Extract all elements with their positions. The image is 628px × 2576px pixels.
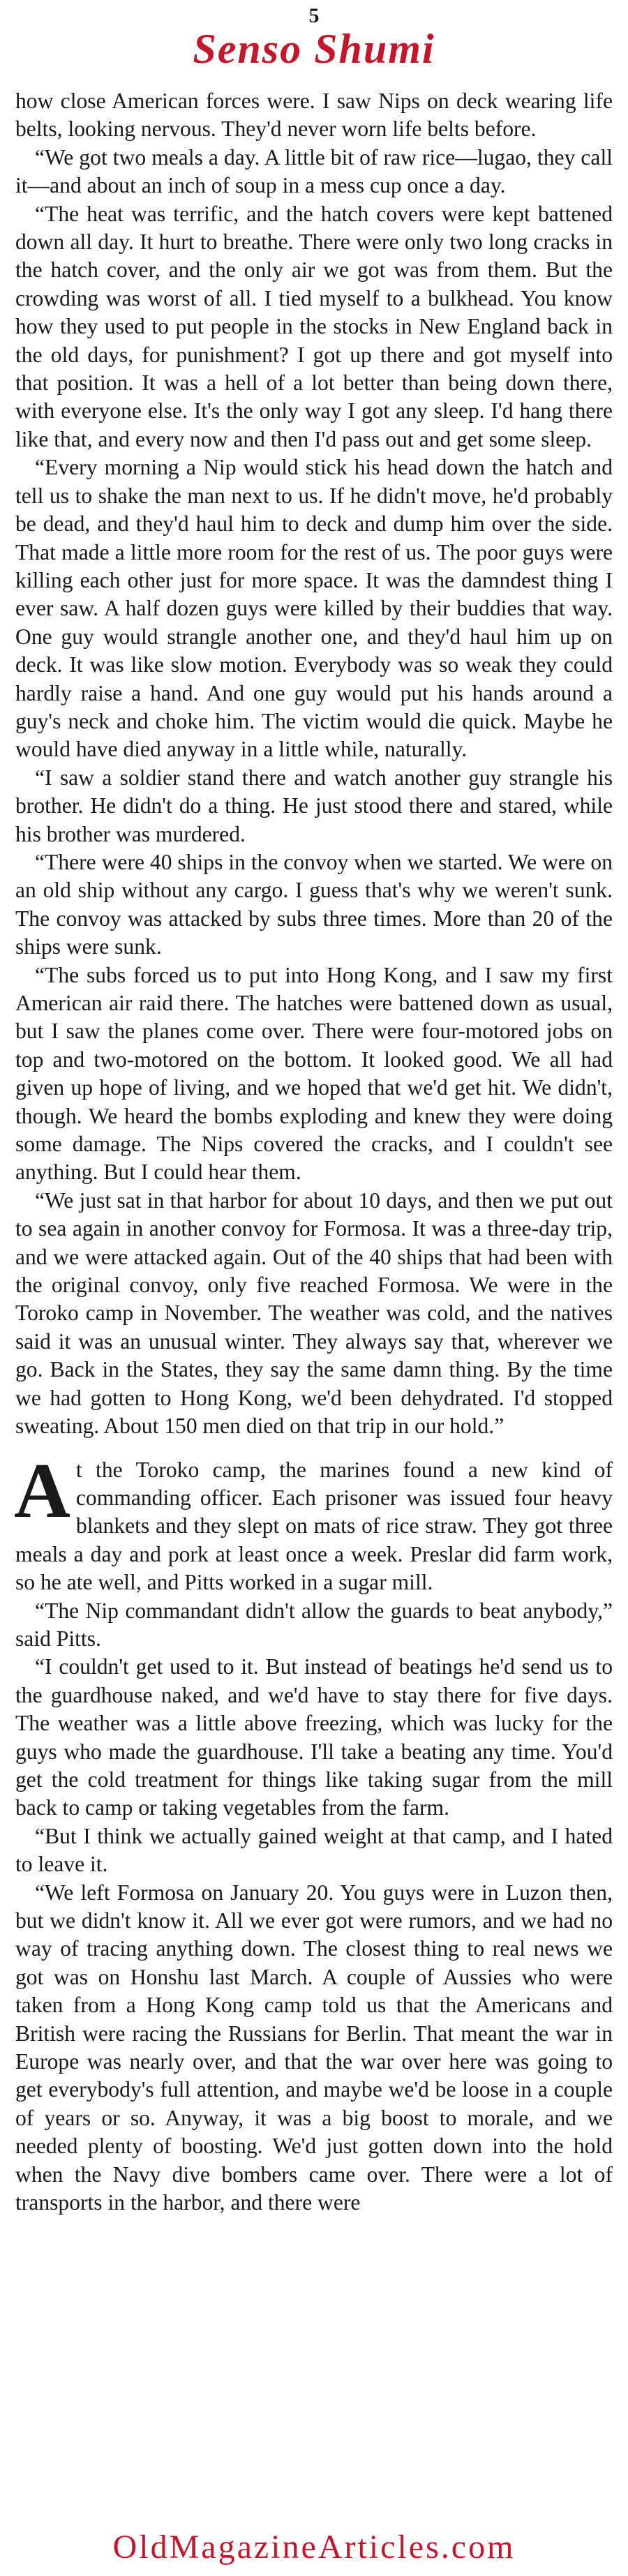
article-paragraph: “The subs forced us to put into Hong Kong, and I saw my first American air raid there. The hatches were battened down as usual, but I saw the planes come over. There were four-motored jobs on top and two-motored on the bottom. It looked good. We all had given up hope of living, and we hoped that we'd get hit. We didn't, though. We heard the bombs exploding and knew they were doing some damage. The Nips covered the cracks, and I couldn't see anything. But I could hear them.: [15, 962, 613, 1185]
article-paragraph: how close American forces were. I saw Nips on deck wearing life belts, looking nervous. They'd never worn life belts before.: [15, 89, 613, 142]
article-paragraph: “We left Formosa on January 20. You guys were in Luzon then, but we didn't know it. All we ever got were rumors, and we had no way of tracing anything down. The closest thing to real news we got was on Honshu last March. A couple of Aussies who were taken from a Hong Kong camp told us that the Americans and British were racing the Russians for Berlin. That meant the war in Europe was nearly over, and that the war over here was going to get everybody's full attention, and maybe we'd be loose in a couple of years or so. Anyway, it was a big boost to morale, and we needed plenty of boosting. We'd just gotten down into the hold when the Navy dive bombers came over. There were a lot of transports in the harbor, and there were: [15, 1880, 613, 2215]
article-paragraph: “We just sat in that harbor for about 10 days, and then we put out to sea again in another convoy for Formosa. It was a three-day trip, and we were attacked again. Out of the 40 ships that had been with the original convoy, only five reached Formosa. We were in the Toroko camp in November. The weather was cold, and the natives said it was an unusual winter. They always say that, wherever we go. Back in the States, they say the same damn thing. By the time we had gotten to Hong Kong, we'd been dehydrated. I'd stopped sweating. About 150 men died on that trip in our hold.”: [15, 1188, 613, 1439]
article-paragraph: “Every morning a Nip would stick his head down the hatch and tell us to shake the man next to us. If he didn't move, he'd probably be dead, and they'd haul him to deck and dump him over the side. That made a little more room for the rest of us. The poor guys were killing each other just for more space. It was the damndest thing I ever saw. A half dozen guys were killed by their buddies that way. One guy would strangle another one, and they'd haul him up on deck. It was like slow motion. Everybody was so weak they could hardly raise a hand. And one guy would put his hands around a guy's neck and choke him. The victim would die quick. Maybe he would have died anyway in a little while, naturally.: [15, 455, 613, 762]
article-column: [15, 87, 613, 2217]
article-paragraph: “But I think we actually gained weight at that camp, and I hated to leave it.: [15, 1823, 613, 1877]
article-paragraph: “I saw a soldier stand there and watch another guy strangle his brother. He didn't do a thing. He just stood there and stared, while his brother was murdered.: [15, 765, 613, 846]
page-number: 5: [308, 4, 320, 27]
article-paragraph: “The Nip commandant didn't allow the guards to beat anybody,” said Pitts.: [15, 1598, 613, 1651]
article-paragraph: “There were 40 ships in the convoy when we started. We were on an old ship without any cargo. I guess that's why we weren't sunk. The convoy was attacked by subs three times. More than 20 of the ships were sunk.: [15, 849, 613, 959]
dropcap-letter: A: [14, 1447, 70, 1534]
magazine-masthead: Senso Shumi: [193, 26, 435, 72]
article-paragraph: “I couldn't get used to it. But instead of beatings he'd send us to the guardhouse naked, and we'd have to stay there for five days. The weather was a little above freezing, which was lucky for the guys who made the guardhouse. I'll take a beating any time. You'd get the cold treatment for things like taking sugar from the mill back to camp or taking vegetables from the farm.: [15, 1654, 613, 1820]
dropcap-paragraph: [14, 1447, 613, 1597]
article-paragraph: “We got two meals a day. A little bit of raw rice—lugao, they call it—and about an inch of soup in a mess cup once a day.: [15, 144, 613, 198]
article-paragraph: “The heat was terrific, and the hatch covers were kept battened down all day. It hurt to breathe. There were only two long cracks in the hatch cover, and the only air we got was from them. But the crowding was worst of all. I tied myself to a bulkhead. You know how they used to put people in the stocks in New England back in the old days, for punishment? I got up there and got myself into that position. It was a hell of a lot better than being down there, with everyone else. It's the only way I got any sleep. I'd hang there like that, and every now and then I'd pass out and get some sleep.: [15, 201, 613, 451]
site-watermark-footer: OldMagazineArticles.com: [112, 2529, 516, 2566]
dropcap-paragraph-text: t the Toroko camp, the marines found a new kind of commanding officer. Each prisoner was issued four heavy blankets and they slept on mats of rice straw. They got three meals a day and pork at least once a week. Preslar did farm work, so he ate well, and Pitts worked in a sugar mill.: [15, 1457, 613, 1595]
